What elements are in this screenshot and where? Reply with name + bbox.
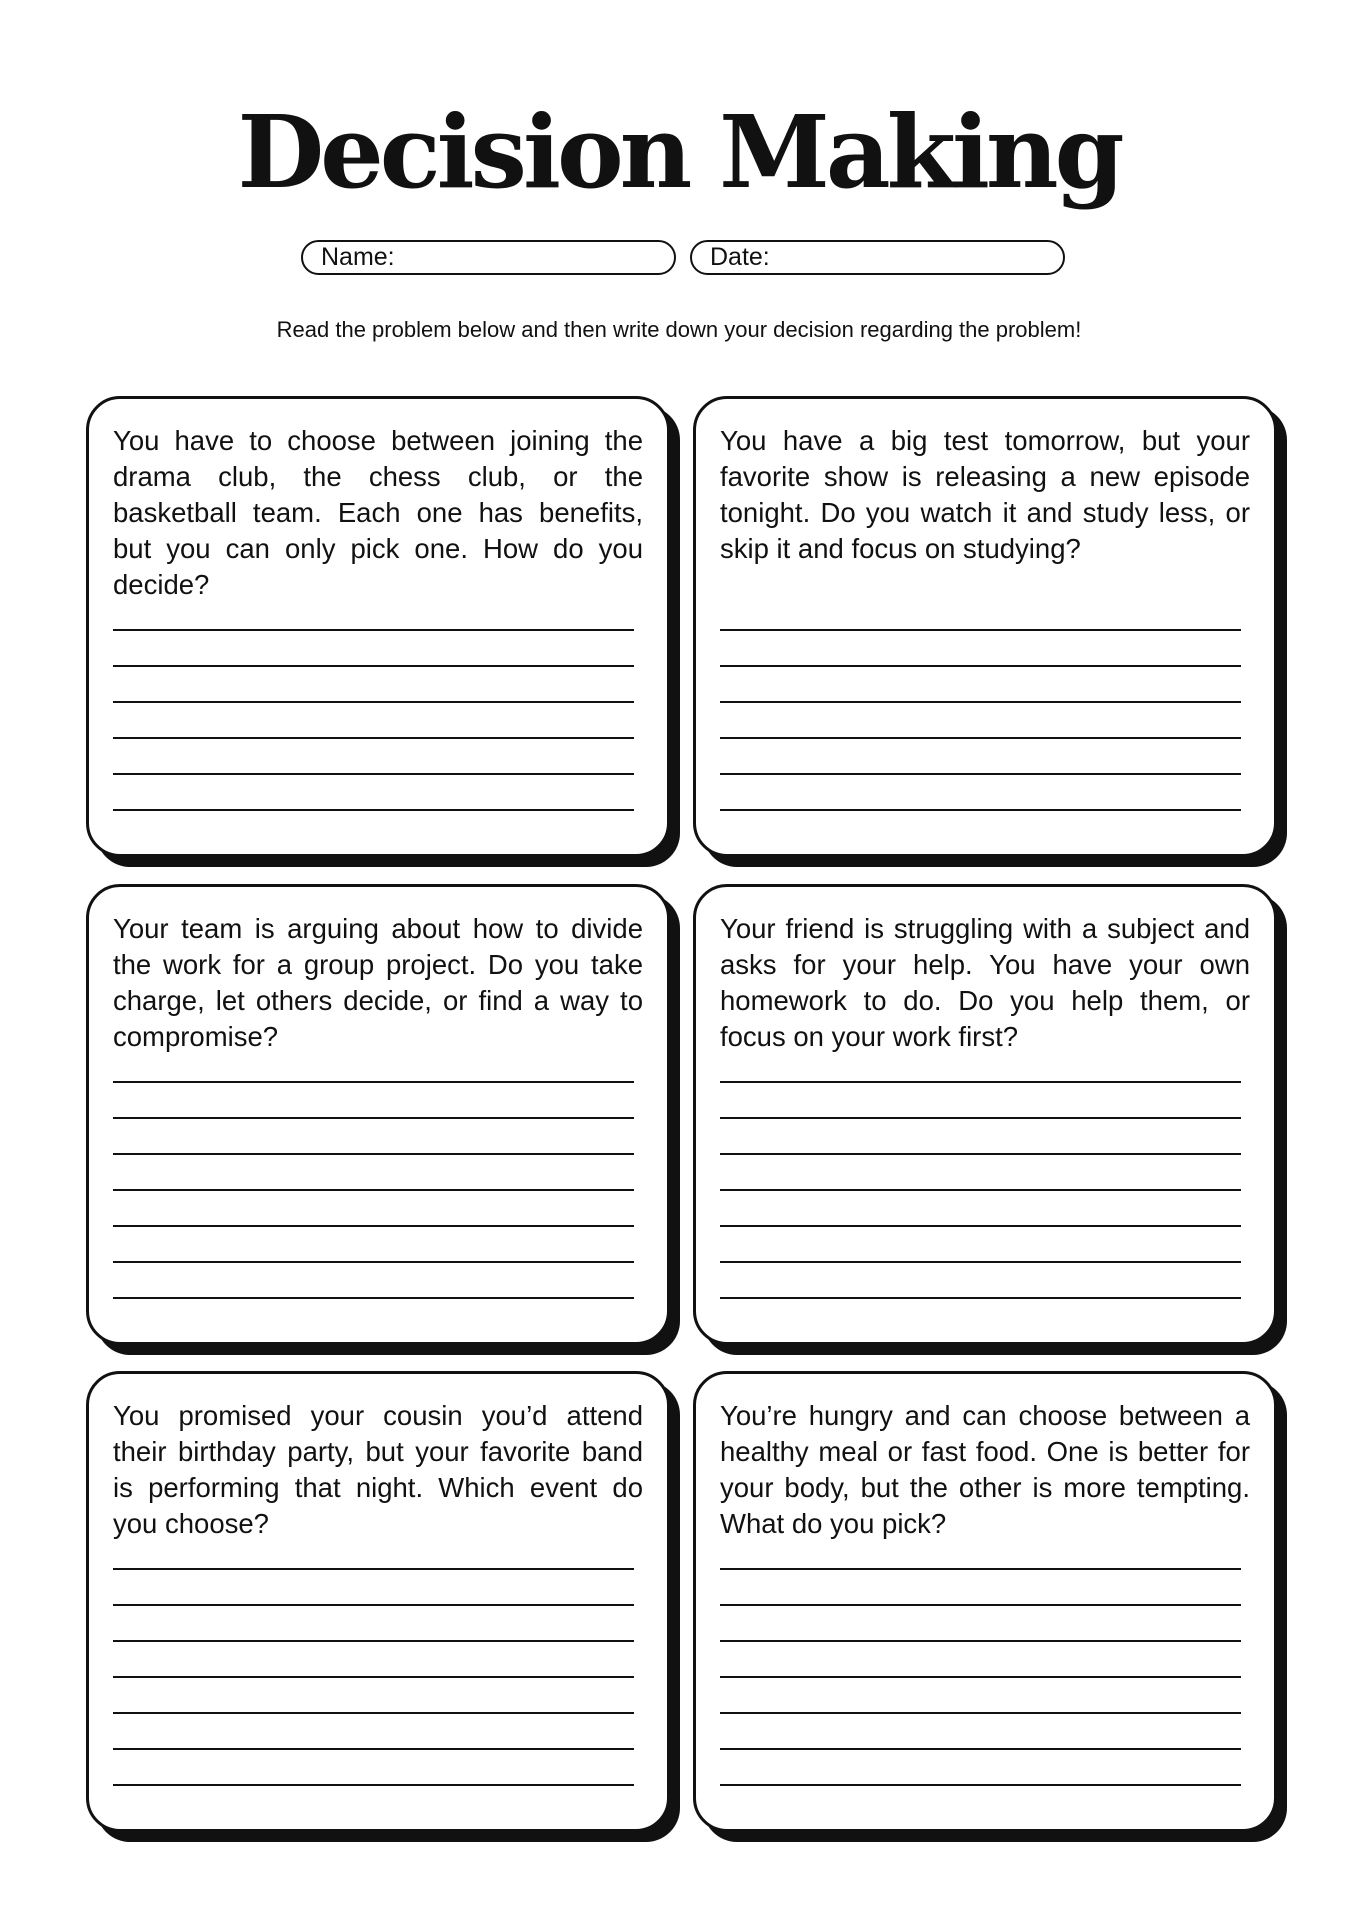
answer-line[interactable] <box>113 701 634 703</box>
answer-line[interactable] <box>113 1604 634 1606</box>
answer-line[interactable] <box>113 1225 634 1227</box>
answer-line[interactable] <box>113 1117 634 1119</box>
answer-line[interactable] <box>113 809 634 811</box>
problem-question: You’re hungry and can choose between a healthy meal or fast food. One is better for your body, but the other is more tempting. What do you pick? <box>720 1400 1250 1539</box>
answer-line[interactable] <box>720 1604 1241 1606</box>
answer-line[interactable] <box>720 1748 1241 1750</box>
answer-line[interactable] <box>113 1153 634 1155</box>
problem-card <box>86 396 670 857</box>
answer-line[interactable] <box>113 1261 634 1263</box>
problem-question: You have a big test tomorrow, but your favorite show is releasing a new episode tonight. Do you watch it and study less, or skip it and focus on studying? <box>720 425 1250 564</box>
answer-line[interactable] <box>720 1640 1241 1642</box>
answer-line[interactable] <box>720 1081 1241 1083</box>
problem-card <box>693 1371 1277 1832</box>
answer-line[interactable] <box>113 773 634 775</box>
date-label: Date: <box>710 243 770 271</box>
problem-card <box>693 396 1277 857</box>
answer-line[interactable] <box>720 665 1241 667</box>
answer-line[interactable] <box>113 1712 634 1714</box>
page-title: Decision Making <box>237 93 1121 211</box>
answer-line[interactable] <box>720 1153 1241 1155</box>
problem-question: Your team is arguing about how to divide the work for a group project. Do you take charge, let others decide, or find a way to compromise? <box>113 913 643 1052</box>
problem-card <box>86 1371 670 1832</box>
answer-line[interactable] <box>720 701 1241 703</box>
problem-question: You have to choose between joining the drama club, the chess club, or the basketball team. Each one has benefits, but you can only pick one. How do you decide? <box>113 425 643 600</box>
problem-card <box>86 884 670 1345</box>
answer-line[interactable] <box>113 1676 634 1678</box>
answer-line[interactable] <box>720 1297 1241 1299</box>
problem-question: You promised your cousin you’d attend their birthday party, but your favorite band is performing that night. Which event do you choose? <box>113 1400 643 1539</box>
name-label: Name: <box>321 243 395 271</box>
answer-line[interactable] <box>720 1712 1241 1714</box>
answer-line[interactable] <box>720 773 1241 775</box>
instructions-text: Read the problem below and then write down your decision regarding the problem! <box>276 317 1082 342</box>
answer-line[interactable] <box>720 1117 1241 1119</box>
answer-line[interactable] <box>113 1081 634 1083</box>
problem-question: Your friend is struggling with a subject and asks for your help. You have your own homework to do. Do you help them, or focus on your work first? <box>720 913 1250 1052</box>
answer-line[interactable] <box>113 1568 634 1570</box>
answer-line[interactable] <box>113 1189 634 1191</box>
answer-line[interactable] <box>720 1784 1241 1786</box>
answer-line[interactable] <box>113 629 634 631</box>
problem-card <box>693 884 1277 1345</box>
answer-line[interactable] <box>113 665 634 667</box>
answer-line[interactable] <box>113 737 634 739</box>
answer-line[interactable] <box>720 737 1241 739</box>
answer-line[interactable] <box>720 1189 1241 1191</box>
answer-line[interactable] <box>113 1748 634 1750</box>
answer-line[interactable] <box>720 809 1241 811</box>
answer-line[interactable] <box>113 1297 634 1299</box>
answer-line[interactable] <box>720 1676 1241 1678</box>
answer-line[interactable] <box>113 1640 634 1642</box>
date-field[interactable] <box>690 240 1065 275</box>
name-field[interactable] <box>301 240 676 275</box>
answer-line[interactable] <box>720 1225 1241 1227</box>
answer-line[interactable] <box>720 1261 1241 1263</box>
answer-line[interactable] <box>113 1784 634 1786</box>
answer-line[interactable] <box>720 629 1241 631</box>
answer-line[interactable] <box>720 1568 1241 1570</box>
